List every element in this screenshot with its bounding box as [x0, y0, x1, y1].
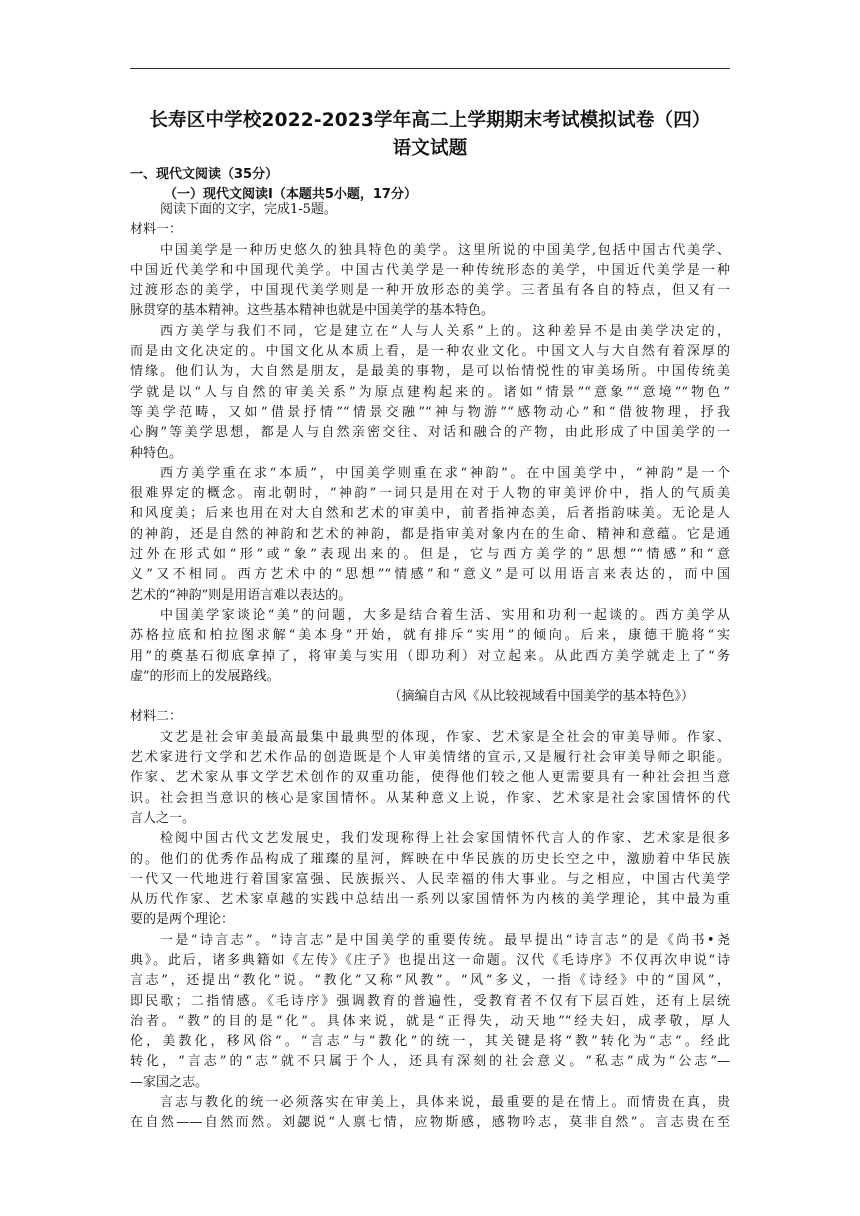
header-rule [130, 68, 730, 69]
passage-line: 识。社会担当意识的核心是家国情怀。从某种意义上说，作家、艺术家是社会家国情怀的代 [130, 790, 730, 806]
passage-line: 伦，美教化，移风俗”。“言志”与“教化”的统一，其关键是将“教”转化为“志”。经此 [130, 1034, 730, 1050]
source-citation: （摘编自古风《从比较视域看中国美学的基本特色》） [388, 689, 694, 705]
passage-line: 言志与教化的统一必须落实在审美上，具体来说，最重要的是在情上。而情贵在真，贵 [160, 1095, 730, 1111]
passage-line: 的神韵，还是自然的神韵和艺术的神韵，都是指审美对象内在的生命、精神和意蕴。它是通 [130, 526, 730, 542]
passage-line: 转化，“言志”的“志”就不只属于个人，还具有深刻的社会意义。“私志”成为“公志”— [130, 1054, 730, 1070]
passage-line: 西方美学与我们不同，它是建立在“人与人关系”上的。这种差异不是由美学决定的， [160, 323, 730, 339]
passage-line: 典》。此后，诸多典籍如《左传》《庄子》也提出这一命题。汉代《毛诗序》不仅再次申说“诗 [130, 952, 730, 968]
passage-line: 即民歌；二指情感。《毛诗序》强调教育的普遍性，受教育者不仅有下层百姓，还有上层统 [130, 993, 730, 1009]
passage-line: 言人之一。 [130, 810, 196, 826]
passage-line: 作家、艺术家从事文学艺术创作的双重功能，使得他们较之他人更需要具有一种社会担当意 [130, 770, 730, 786]
exam-title: 长寿区中学校2022-2023学年高二上学期期末考试模拟试卷（四） [149, 110, 711, 131]
passage-line: 一代又一代地进行着国家富强、民族振兴、人民幸福的伟大事业。与之相应，中国古代美学 [130, 871, 730, 887]
passage-line: 从历代作家、艺术家卓越的实践中总结出一系列以家国情怀为内核的美学理论，其中最为重 [130, 892, 730, 908]
passage-line: 心胸”等美学思想，都是人与自然亲密交往、对话和融合的产物，由此形成了中国美学的一 [130, 425, 730, 441]
material-label: 材料一： [130, 222, 183, 238]
reading-passage [130, 200, 730, 1134]
passage-line: 过渡形态的美学，中国现代美学则是一种开放形态的美学。三者虽有各自的特点，但又有一 [130, 283, 730, 299]
passage-line: 和风度美；后来也用在对大自然和艺术的审美中，前者指神态美，后者指韵味美。无论是人 [130, 506, 730, 522]
passage-line: 中国近代美学和中国现代美学。中国古代美学是一种传统形态的美学，中国近代美学是一种 [130, 262, 730, 278]
passage-line: 检阅中国古代文艺发展史，我们发现称得上社会家国情怀代言人的作家、艺术家是很多 [160, 831, 730, 847]
passage-line: 西方美学重在求“本质”，中国美学则重在求“神韵”。在中国美学中，“神韵”是一个 [160, 465, 730, 481]
passage-line: —家国之志。 [130, 1074, 209, 1090]
instruction: 阅读下面的文字，完成1-5题。 [160, 202, 337, 217]
passage-line: 脉贯穿的基本精神。这些基本精神也就是中国美学的基本特色。 [130, 303, 495, 319]
passage-line: 中国美学家谈论“美”的问题，大多是结合着生活、实用和功利一起谈的。西方美学从 [160, 607, 730, 623]
passage-line: 而是由文化决定的。中国文化从本质上看，是一种农业文化。中国文人与大自然有着深厚的 [130, 344, 730, 360]
passage-line: 用”的奠基石彻底拿掉了，将审美与实用（即功利）对立起来。从此西方美学就走上了“务 [130, 648, 730, 664]
exam-subtitle: 语文试题 [392, 138, 468, 159]
passage-line: 很难界定的概念。南北朝时，“神韵”一词只是用在对于人物的审美评价中，指人的气质美 [130, 486, 730, 502]
passage-line: 情缘。他们认为，大自然是朋友，是最美的事物，是可以怡情悦性的审美场所。中国传统美 [130, 364, 730, 380]
passage-line: 过外在形式如“形”或“象”表现出来的。但是，它与西方美学的“思想”“情感”和“意 [130, 547, 730, 563]
passage-line: 苏格拉底和柏拉图求解“美本身”开始，就有排斥“实用”的倾向。后来，康德干脆将“实 [130, 628, 730, 644]
section-heading: 一、现代文阅读（35分） [130, 167, 279, 182]
passage-line: 要的是两个理论： [130, 912, 235, 928]
passage-line: 义”又不相同。西方艺术中的“思想”“情感”和“意义”是可以用语言来表达的，而中国 [130, 567, 730, 583]
passage-line: 治者。“教”的目的是“化”。具体来说，就是“正得失，动天地”“经夫妇，成孝敬，厚人 [130, 1013, 730, 1029]
passage-line: 艺术家进行文学和艺术作品的创造既是个人审美情绪的宣示,又是履行社会审美导师之职能。 [130, 750, 730, 766]
passage-line: 种特色。 [130, 445, 183, 461]
passage-line: 在自然——自然而然。刘勰说“人禀七情，应物斯感，感物吟志，莫非自然”。言志贵在至 [130, 1115, 730, 1131]
passage-line: 学就是以“人与自然的审美关系”为原点建构起来的。诸如“情景”“意象”“意境”“物色” [130, 384, 730, 400]
passage-line: 中国美学是一种历史悠久的独具特色的美学。这里所说的中国美学,包括中国古代美学、 [160, 242, 730, 258]
material-label: 材料二： [130, 709, 183, 725]
passage-line: 言志”，还提出“教化”说。“教化”又称“风教”。“风”多义，一指《诗经》中的“国风”， [130, 973, 730, 989]
passage-line: 一是“诗言志”。“诗言志”是中国美学的重要传统。最早提出“诗言志”的是《尚书•尧 [160, 932, 730, 948]
subsection-heading: （一）现代文阅读Ⅰ（本题共5小题，17分） [164, 187, 417, 202]
passage-line: 的。他们的优秀作品构成了璀璨的星河，辉映在中华民族的历史长空之中，激励着中华民族 [130, 851, 730, 867]
passage-line: 虚”的形而上的发展路线。 [130, 668, 280, 684]
passage-line: 等美学范畴，又如“借景抒情”“情景交融”“神与物游”“感物动心”和“借彼物理，抒我 [130, 404, 730, 420]
passage-line: 艺术的“神韵”则是用语言难以表达的。 [130, 587, 352, 603]
passage-line: 文艺是社会审美最高最集中最典型的体现，作家、艺术家是全社会的审美导师。作家、 [160, 729, 730, 745]
